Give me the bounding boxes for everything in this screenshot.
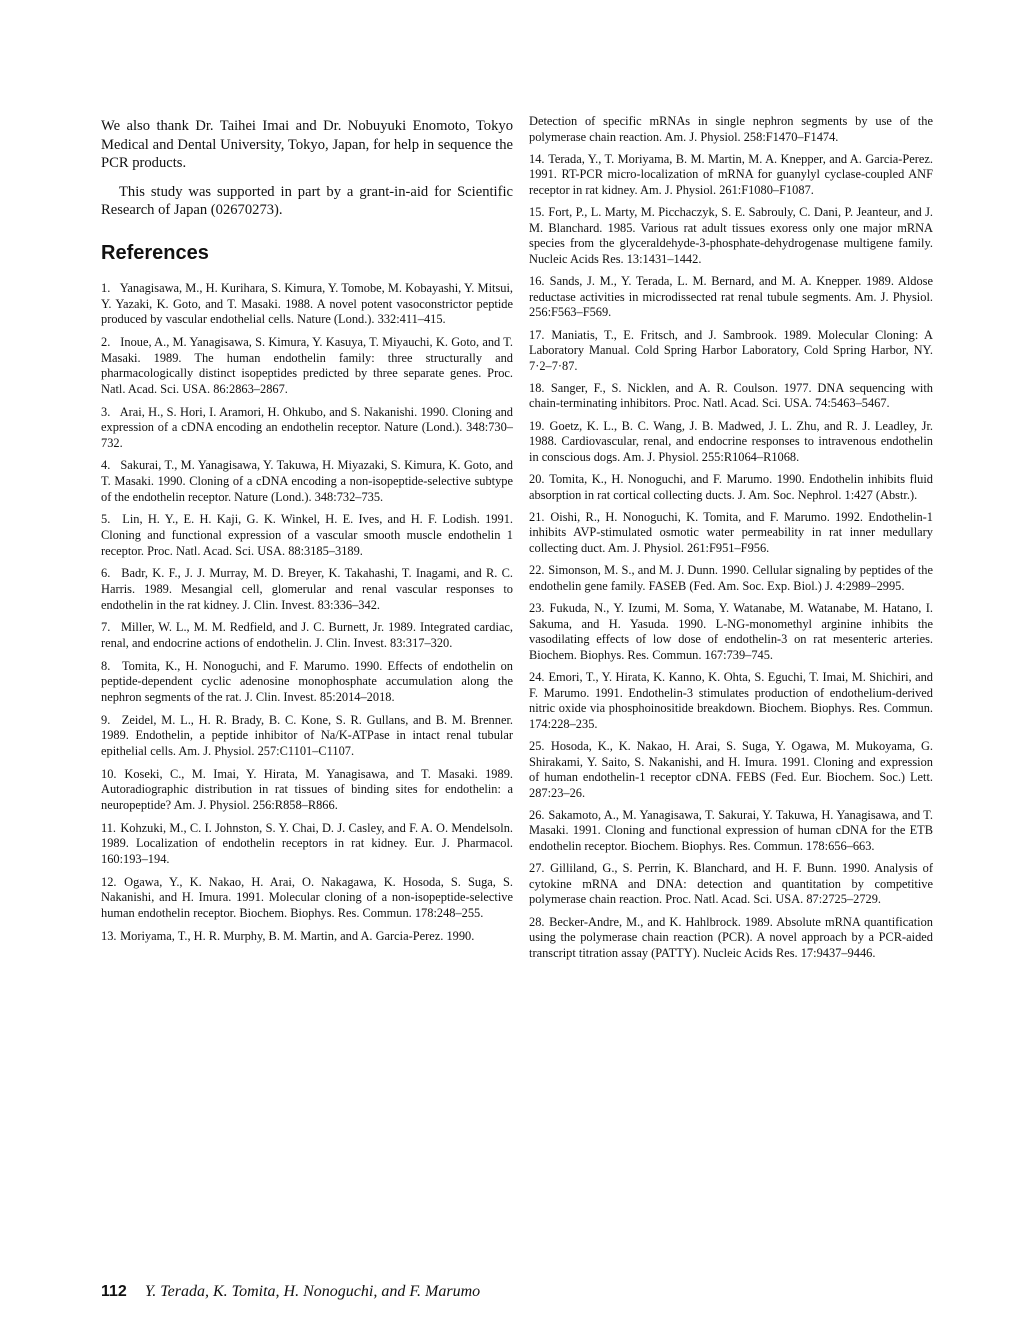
reference-item <box>529 670 933 732</box>
page-footer <box>101 1283 480 1301</box>
funding-paragraph: This study was supported in part by a grant-in-aid for Scientific Research of Japan (02670273). <box>101 183 513 219</box>
reference-number: 3. <box>101 404 111 419</box>
reference-item <box>529 861 933 908</box>
reference-item <box>101 512 513 559</box>
reference-item <box>529 152 933 199</box>
reference-text: Zeidel, M. L., H. R. Brady, B. C. Kone, S. R. Gullans, and B. M. Brenner. 1989. Endothelin, a peptide inhibitor of Na/K-ATPase in intact renal tubular epithelial cells. Am. J. Physiol. 257:C1101–C1107. <box>101 712 513 758</box>
reference-text: Koseki, C., M. Imai, Y. Hirata, M. Yanagisawa, and T. Masaki. 1989. Autoradiographic distribution in rat tissues of binding sites for endothelin: a neuropeptide? Am. J. Physiol. 256:R858–R866. <box>101 766 513 812</box>
reference-item <box>101 659 513 706</box>
reference-list-left <box>101 281 513 944</box>
reference-item <box>529 381 933 412</box>
reference-item <box>101 821 513 868</box>
reference-item <box>529 808 933 855</box>
reference-number: 21. <box>529 509 545 524</box>
reference-text: Becker-Andre, M., and K. Hahlbrock. 1989. Absolute mRNA quantification using the polymerase chain reaction (PCR). A novel approach by a PCR-aided transcript titration assay (PATTY). Nucleic Acids Res. 17:9437–9446. <box>529 914 933 960</box>
reference-item <box>529 205 933 267</box>
reference-number: 22. <box>529 563 545 578</box>
reference-text: Oishi, R., H. Nonoguchi, K. Tomita, and F. Marumo. 1992. Endothelin-1 inhibits AVP-stimulated osmotic water permeability in rat inner medullary collecting duct. Am. J. Physiol. 261:F951–F956. <box>529 509 933 555</box>
reference-text: Terada, Y., T. Moriyama, B. M. Martin, M. A. Knepper, and A. Garcia-Perez. 1991. RT-PCR micro-localization of mRNA for guanylyl cyclase-coupled ANF receptor in rat kidney. Am. J. Physiol. 261:F1080–F1087. <box>529 151 934 197</box>
reference-number: 11. <box>101 820 117 835</box>
reference-item <box>529 510 933 557</box>
reference-text: Ogawa, Y., K. Nakao, H. Arai, O. Nakagawa, K. Hosoda, S. Suga, S. Nakanishi, and H. Imura. 1991. Molecular cloning of a non-isopeptide-selective human endothelin receptor. Biochem. Biophys. Res. Commun. 178:248–255. <box>101 874 513 920</box>
reference-number: 6. <box>101 566 111 581</box>
reference-item <box>101 875 513 922</box>
reference-item <box>529 739 933 801</box>
reference-text: Tomita, K., H. Nonoguchi, and F. Marumo. 1990. Effects of endothelin on peptide-dependent cyclic adenosine monophosphate accumulation along the nephron segments of the rat. J. Clin. Invest. 85:2014–2018. <box>101 658 513 704</box>
reference-text: Lin, H. Y., E. H. Kaji, G. K. Winkel, H. E. Ives, and H. F. Lodish. 1991. Cloning and functional expression of a vascular smooth muscle endothelin 1 receptor. Proc. Natl. Acad. Sci. USA. 88:3185–3189. <box>101 512 513 558</box>
reference-number: 18. <box>529 380 545 395</box>
right-column <box>529 114 933 968</box>
reference-text: Hosoda, K., K. Nakao, H. Arai, S. Suga, Y. Ogawa, M. Mukoyama, G. Shirakami, Y. Saito, S. Nakanishi, and H. Imura. 1991. Cloning and expression of human endothelin-1 receptor cDNA. FEBS (Fed. Eur. Biochem. Soc.) Lett. 287:23–26. <box>529 738 933 800</box>
reference-continuation: Detection of specific mRNAs in single nephron segments by use of the polymerase chain reaction. Am. J. Physiol. 258:F1470–F1474. <box>529 114 933 144</box>
reference-number: 28. <box>529 914 545 929</box>
reference-item <box>529 472 933 503</box>
reference-text: Sands, J. M., Y. Terada, L. M. Bernard, and M. A. Knepper. 1989. Aldose reductase activities in microdissected rat renal tubule segments. Am. J. Physiol. 256:F563–F569. <box>529 274 933 320</box>
reference-number: 16. <box>529 274 545 289</box>
acknowledgments <box>101 117 513 220</box>
reference-text: Fort, P., L. Marty, M. Picchaczyk, S. E. Sabrouly, C. Dani, P. Jeanteur, and J. M. Blanchard. 1985. Various rat adult tissues exoress only one major mRNA species from the glyceraldehyde-3-phosphate-dehydrogenase multigene family. Nucleic Acids Res. 13:1431–1442. <box>529 205 933 266</box>
reference-item <box>529 915 933 962</box>
reference-number: 17. <box>529 327 545 342</box>
reference-item <box>529 274 933 321</box>
reference-number: 5. <box>101 512 111 527</box>
reference-item <box>101 566 513 613</box>
reference-text: Gilliland, G., S. Perrin, K. Blanchard, and H. F. Bunn. 1990. Analysis of cytokine mRNA and DNA: detection and quantitation by competitive polymerase chain reaction. Proc. Natl. Acad. Sci. USA. 87:2725–2729. <box>529 861 933 907</box>
reference-number: 20. <box>529 472 545 487</box>
reference-text: Inoue, A., M. Yanagisawa, S. Kimura, Y. Kasuya, T. Miyauchi, K. Goto, and T. Masaki. 1989. The human endothelin family: three structurally and pharmacologically distinct isopeptides predicted by three separate genes. Proc. Natl. Acad. Sci. USA. 86:2863–2867. <box>101 334 513 396</box>
reference-number: 26. <box>529 807 545 822</box>
reference-text: Simonson, M. S., and M. J. Dunn. 1990. Cellular signaling by peptides of the endothelin gene family. FASEB (Fed. Am. Soc. Exp. Biol.) J. 4:2989–2995. <box>529 563 933 593</box>
reference-text: Tomita, K., H. Nonoguchi, and F. Marumo. 1990. Endothelin inhibits fluid absorption in rat cortical collecting ducts. J. Am. Soc. Nephrol. 1:427 (Abstr.). <box>529 472 933 502</box>
reference-number: 25. <box>529 738 545 753</box>
reference-text: Sanger, F., S. Nicklen, and A. R. Coulson. 1977. DNA sequencing with chain-terminating inhibitors. Proc. Natl. Acad. Sci. USA. 74:5463–5467. <box>529 380 933 411</box>
reference-number: 27. <box>529 861 545 876</box>
running-authors: Y. Terada, K. Tomita, H. Nonoguchi, and F. Marumo <box>144 1283 481 1300</box>
reference-text: Sakurai, T., M. Yanagisawa, Y. Takuwa, H. Miyazaki, S. Kimura, K. Goto, and T. Masaki. 1990. Cloning of a cDNA encoding a non-isopeptide-selective subtype of the endothelin receptor. Nature (Lond.). 348:732–735. <box>101 458 513 504</box>
reference-text: Kohzuki, M., C. I. Johnston, S. Y. Chai, D. J. Casley, and F. A. O. Mendelsoln. 1989. Localization of endothelin receptors in rat kidney. Eur. J. Pharmacol. 160:193–194. <box>101 820 513 866</box>
reference-number: 23. <box>529 600 545 615</box>
reference-item <box>101 405 513 452</box>
reference-number: 12. <box>101 874 117 889</box>
references-heading: References <box>101 241 209 264</box>
reference-number: 10. <box>101 766 117 781</box>
reference-text: Miller, W. L., M. M. Redfield, and J. C. Burnett, Jr. 1989. Integrated cardiac, renal, and endocrine actions of endothelin. J. Clin. Invest. 83:317–320. <box>101 620 513 650</box>
reference-item <box>529 563 933 594</box>
reference-number: 9. <box>101 712 111 727</box>
page-number: 112 <box>101 1283 127 1300</box>
reference-text: Sakamoto, A., M. Yanagisawa, T. Sakurai, Y. Takuwa, H. Yanagisawa, and T. Masaki. 1991. Cloning and functional expression of human cDNA for the ETB endothelin receptor. Biochem. Biophys. Res. Commun. 178:656–663. <box>529 807 933 854</box>
reference-item <box>101 767 513 814</box>
reference-number: 13. <box>101 928 117 943</box>
reference-number: 24. <box>529 669 545 684</box>
reference-number: 4. <box>101 458 111 473</box>
reference-number: 14. <box>529 151 545 166</box>
reference-number: 8. <box>101 658 111 673</box>
reference-number: 2. <box>101 334 111 349</box>
reference-text: Moriyama, T., H. R. Murphy, B. M. Martin, and A. Garcia-Perez. 1990. <box>120 928 475 943</box>
reference-text: Goetz, K. L., B. C. Wang, J. B. Madwed, J. L. Zhu, and R. J. Leadley, Jr. 1988. Cardiovascular, renal, and endocrine responses to intravenous endothelin in conscious dogs. Am. J. Physiol. 255:R1064–R1068. <box>529 418 933 464</box>
reference-item <box>101 620 513 651</box>
reference-text: Yanagisawa, M., H. Kurihara, S. Kimura, Y. Tomobe, M. Kobayashi, Y. Mitsui, Y. Yazaki, K. Goto, and T. Masaki. 1988. A novel potent vasoconstrictor peptide produced by vascular endothelial cells. Nature (Lond.). 332:411–415. <box>101 280 514 327</box>
reference-item <box>529 328 933 375</box>
reference-number: 1. <box>101 280 111 295</box>
reference-item <box>101 929 513 945</box>
reference-item <box>529 419 933 466</box>
reference-item <box>101 281 513 328</box>
reference-item <box>101 713 513 760</box>
reference-item <box>529 601 933 663</box>
left-column <box>101 117 513 951</box>
reference-text: Fukuda, N., Y. Izumi, M. Soma, Y. Watanabe, M. Watanabe, M. Hatano, I. Sakuma, and H. Yasuda. 1990. L-NG-monomethyl arginine inhibits the vasodilating effects of low dose of endothelin-3 on rat mesenteric arteries. Biochem. Biophys. Res. Commun. 167:739–745. <box>529 600 933 662</box>
reference-number: 7. <box>101 620 111 635</box>
reference-number: 19. <box>529 418 545 433</box>
reference-text: Arai, H., S. Hori, I. Aramori, H. Ohkubo, and S. Nakanishi. 1990. Cloning and expression of a cDNA encoding an endothelin receptor. Nature (Lond.). 348:730–732. <box>101 404 513 450</box>
reference-list-right <box>529 152 933 962</box>
reference-text: Emori, T., Y. Hirata, K. Kanno, K. Ohta, S. Eguchi, T. Imai, M. Shichiri, and F. Marumo. 1991. Endothelin-3 stimulates production of endothelium-derived nitric oxide via phosphoinositide breakdown. Biochem. Biophys. Res. Commun. 174:228–235. <box>529 669 933 731</box>
reference-number: 15. <box>529 205 545 220</box>
reference-text: Badr, K. F., J. J. Murray, M. D. Breyer, K. Takahashi, T. Inagami, and R. C. Harris. 1989. Mesangial cell, glomerular and renal vascular responses to endothelin in the rat kidney. J. Clin. Invest. 83:336–342. <box>101 566 513 612</box>
reference-item <box>101 335 513 397</box>
acknowledgment-paragraph: We also thank Dr. Taihei Imai and Dr. Nobuyuki Enomoto, Tokyo Medical and Dental University, Tokyo, Japan, for help in sequence the PCR products. <box>101 118 513 172</box>
reference-item <box>101 458 513 505</box>
reference-text: Maniatis, T., E. Fritsch, and J. Sambrook. 1989. Molecular Cloning: A Laboratory Manual. Cold Spring Harbor Laboratory, Cold Spring Harbor, NY. 7·2–7·87. <box>529 327 933 373</box>
